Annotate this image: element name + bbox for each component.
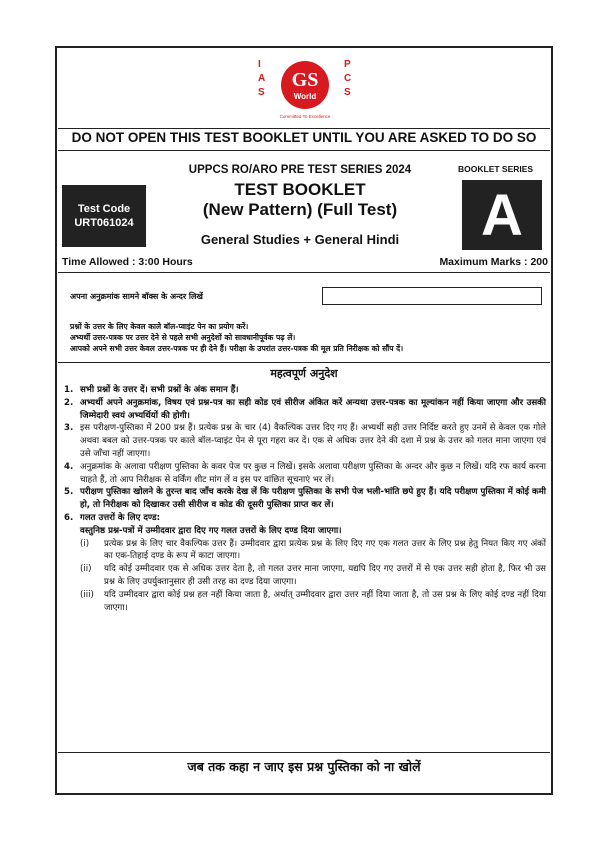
penalty-item [80,563,546,589]
divider [58,362,550,363]
logo-left-letters: IAS [258,59,266,98]
title-line-2: (New Pattern) (Full Test) [202,200,398,219]
penalty-text: यदि कोई उम्मीदवार एक से अधिक उत्तर देता है, तो गलत उत्तर माना जाएगा, यद्यपि दिए गए उत्तरों में से एक उत्तर सही होता है, फिर भी उस प्रश्न के लिए उपर्युक्तानुसार ही उसी तरह का दण्ड दिया जाएगा। [104,564,546,587]
item-text: अभ्यर्थी अपने अनुक्रमांक, विषय एवं प्रश्न-पत्र का सही कोड एवं सीरीज अंकित करें अन्यथा उत्तर-पत्रक का मूल्यांकन नहीं किया जाएगा और उसकी जिम्मेदारी स्वयं अभ्यर्थियों की होगी। [80,397,546,421]
penalty-number: (i) [80,538,90,549]
logo-center-text: GS [291,69,319,91]
warning-banner: DO NOT OPEN THIS TEST BOOKLET UNTIL YOU ARE ASKED TO DO SO [71,130,537,145]
item-text: परीक्षण पुस्तिका खोलने के तुरन्त बाद जाँच करके देख लें कि परीक्षण पुस्तिका के सभी पेज भली-भांति छपे हुए हैं। यदि परीक्षण पुस्तिका में कोई कमी हो, तो निरीक्षक को दिखाकर उसी सीरीज व कोड की दूसरी पुस्तिका प्राप्त कर लें। [80,487,546,511]
penalty-number: (iii) [80,589,94,600]
list-item [64,422,546,460]
logo-tagline: Committed To Excellence [279,114,331,119]
item-text: सभी प्रश्नों के उत्तर दें। सभी प्रश्नों के अंक समान हैं। [80,385,239,395]
divider [58,150,550,151]
test-code-label: Test Code [77,203,131,215]
item-number: 5. [64,487,74,498]
item-number: 4. [64,461,74,472]
list-item [64,397,546,423]
note-line: प्रश्नों के उत्तर के लिए केवल काले बॉल-प्वाइंट पेन का प्रयोग करें। [70,322,249,331]
list-item [64,461,546,487]
item-number: 6. [64,512,74,523]
page-title [150,180,450,220]
booklet-series-label: BOOKLET SERIES [458,164,534,174]
test-code-value: URT061024 [74,217,134,229]
divider [58,272,550,273]
list-item [64,512,546,525]
list-item [64,384,546,397]
booklet-series-box: A [462,180,542,250]
logo-bottom-text: World [293,92,317,101]
time-allowed: Time Allowed : 3:00 Hours [62,256,193,268]
divider [58,752,550,753]
note-line: आपको अपने सभी उत्तर केवल उत्तर-पत्रक पर ही देने हैं। परीक्षा के उपरांत उत्तर-पत्रक की मूल प्रति निरीक्षक को सौंप दें। [70,344,404,353]
item-number: 3. [64,423,74,434]
instructions-heading: महत्वपूर्ण अनुदेश [270,367,338,380]
item-text: गलत उत्तरों के लिए दण्ड: [80,512,161,523]
roll-number-label: अपना अनुक्रमांक सामने बॉक्स के अन्दर लिखें [70,292,203,301]
instructions-list [64,384,546,614]
item-text: अनुक्रमांक के अलावा परीक्षण पुस्तिका के कवर पेज पर कुछ न लिखें। इसके अलावा परीक्षण पुस्तिका के अन्दर और कुछ न लिखें। यदि रफ कार्य करना चाहते हैं, तो आप निरीक्षक से वर्किंग शीट मांग लें व इस पर वांछित सूचनाएं भर लें। [80,461,546,485]
divider [58,128,550,129]
penalty-text: प्रत्येक प्रश्न के लिए चार वैकल्पिक उत्तर हैं। उम्मीदवार द्वारा प्रत्येक प्रश्न के लिए दिए गए एक गलत उत्तर के लिए प्रश्न हेतु नियत किए गए अंकों का एक-तिहाई दण्ड के रूप में काटा जाएगा। [104,538,546,562]
item-number: 1. [64,385,74,395]
max-marks: Maximum Marks : 200 [439,256,548,268]
list-item [64,486,546,512]
subjects: General Studies + General Hindi [200,232,400,247]
penalty-item [80,589,546,615]
logo-right-letters: PCS [344,59,352,98]
footer-warning: जब तक कहा न जाए इस प्रश्न पुस्तिका को ना खोलें [187,759,421,774]
penalty-heading: वस्तुनिष्ठ प्रश्न-पत्रों में उम्मीदवार द्वारा दिए गए गलत उत्तरों के लिए दण्ड दिया जाएगा। [80,525,342,536]
item-text: इस परीक्षण-पुस्तिका में 200 प्रश्न हैं। प्रत्येक प्रश्न के चार (4) वैकल्पिक उत्तर दिए गए हैं। अभ्यर्थी सही उत्तर निर्दिष्ट करते हुए उनमें से केवल एक गोले अथवा बबल को उत्तर-पत्रक पर काले बॉल-प्वाइंट पेन से पूरा गहरा कर दें। एक से अधिक उत्तर देने की दशा में प्रश्न के उत्तर को गलत माना जाएगा एवं उसे जाँचा नहीं जाएगा। [80,423,546,459]
gs-world-logo [270,52,340,122]
title-line-1: TEST BOOKLET [234,180,366,199]
item-number: 2. [64,397,74,408]
series-title: UPPCS RO/ARO PRE TEST SERIES 2024 [188,164,412,176]
note-line: अभ्यर्थी उत्तर-पत्रक पर उत्तर देने से पहले सभी अनुदेशों को सावधानीपूर्वक पढ़ लें। [70,333,296,342]
test-code-box [62,185,146,247]
penalty-item [80,538,546,564]
notes [70,321,550,354]
penalty-text: यदि उम्मीदवार द्वारा कोई प्रश्न हल नहीं किया जाता है, अर्थात् उम्मीदवार द्वारा उत्तर नहीं दिया जाता है, तो उस प्रश्न के लिए कोई दण्ड नहीं दिया जाएगा। [104,589,546,613]
roll-number-box[interactable] [322,287,542,305]
penalty-number: (ii) [80,564,92,575]
